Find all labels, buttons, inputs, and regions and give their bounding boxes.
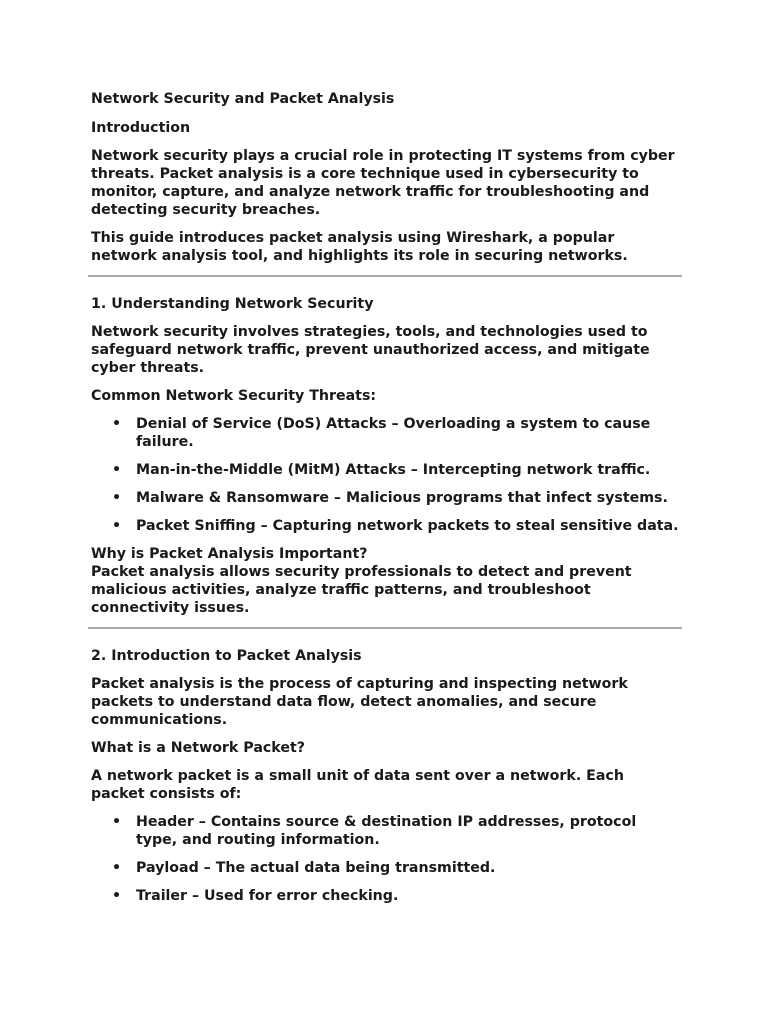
intro-heading: Introduction [91, 120, 191, 136]
threats-heading: Common Network Security Threats: [91, 388, 377, 404]
why-text: Packet analysis allows security professionals to detect and prevent malicious activities, analyze traffic patterns, and troubleshoot connectivity issues. [91, 564, 632, 616]
packet-parts-list [91, 813, 679, 905]
bullet-icon: • [112, 416, 122, 432]
threat-text: Malware & Ransomware – Malicious programs that infect systems. [136, 490, 668, 506]
list-item [91, 489, 679, 507]
section1-heading: 1. Understanding Network Security [91, 296, 374, 312]
section1-paragraph: Network security involves strategies, tools, and technologies used to safeguard network traffic, prevent unauthorized access, and mitigate cyber threats. [91, 324, 650, 376]
list-item [91, 813, 679, 849]
threat-text: Packet Sniffing – Capturing network packets to steal sensitive data. [136, 518, 679, 534]
bullet-icon: • [112, 462, 122, 478]
threat-text: Man-in-the-Middle (MitM) Attacks – Intercepting network traffic. [136, 462, 651, 478]
packet-heading: What is a Network Packet? [91, 740, 305, 756]
bullet-icon: • [112, 518, 122, 534]
packet-part-text: Header – Contains source & destination IP addresses, protocol type, and routing information. [136, 814, 637, 848]
packet-part-text: Payload – The actual data being transmitted. [136, 860, 496, 876]
list-item [91, 859, 679, 877]
list-item [91, 517, 679, 535]
document-page [91, 90, 679, 915]
threat-text: Denial of Service (DoS) Attacks – Overloading a system to cause failure. [136, 416, 651, 450]
intro-paragraph-1: Network security plays a crucial role in protecting IT systems from cyber threats. Packet analysis is a core technique used in cybersecurity to monitor, capture, and analyze network traffic for troubleshooting and detecting security breaches. [91, 148, 675, 218]
section-divider [88, 275, 682, 277]
threats-list [91, 415, 679, 535]
section-divider [88, 627, 682, 629]
intro-paragraph-2: This guide introduces packet analysis using Wireshark, a popular network analysis tool, and highlights its role in securing networks. [91, 230, 628, 264]
packet-paragraph: A network packet is a small unit of data sent over a network. Each packet consists of: [91, 768, 624, 802]
document-title: Network Security and Packet Analysis [91, 91, 395, 107]
why-heading: Why is Packet Analysis Important? [91, 546, 368, 562]
bullet-icon: • [112, 860, 122, 876]
why-packet-analysis-block [91, 545, 679, 617]
packet-part-text: Trailer – Used for error checking. [136, 888, 399, 904]
list-item [91, 887, 679, 905]
section2-heading: 2. Introduction to Packet Analysis [91, 648, 362, 664]
bullet-icon: • [112, 490, 122, 506]
bullet-icon: • [112, 888, 122, 904]
list-item [91, 461, 679, 479]
section2-paragraph: Packet analysis is the process of capturing and inspecting network packets to understand data flow, detect anomalies, and secure communications. [91, 676, 628, 728]
bullet-icon: • [112, 814, 122, 830]
list-item [91, 415, 679, 451]
